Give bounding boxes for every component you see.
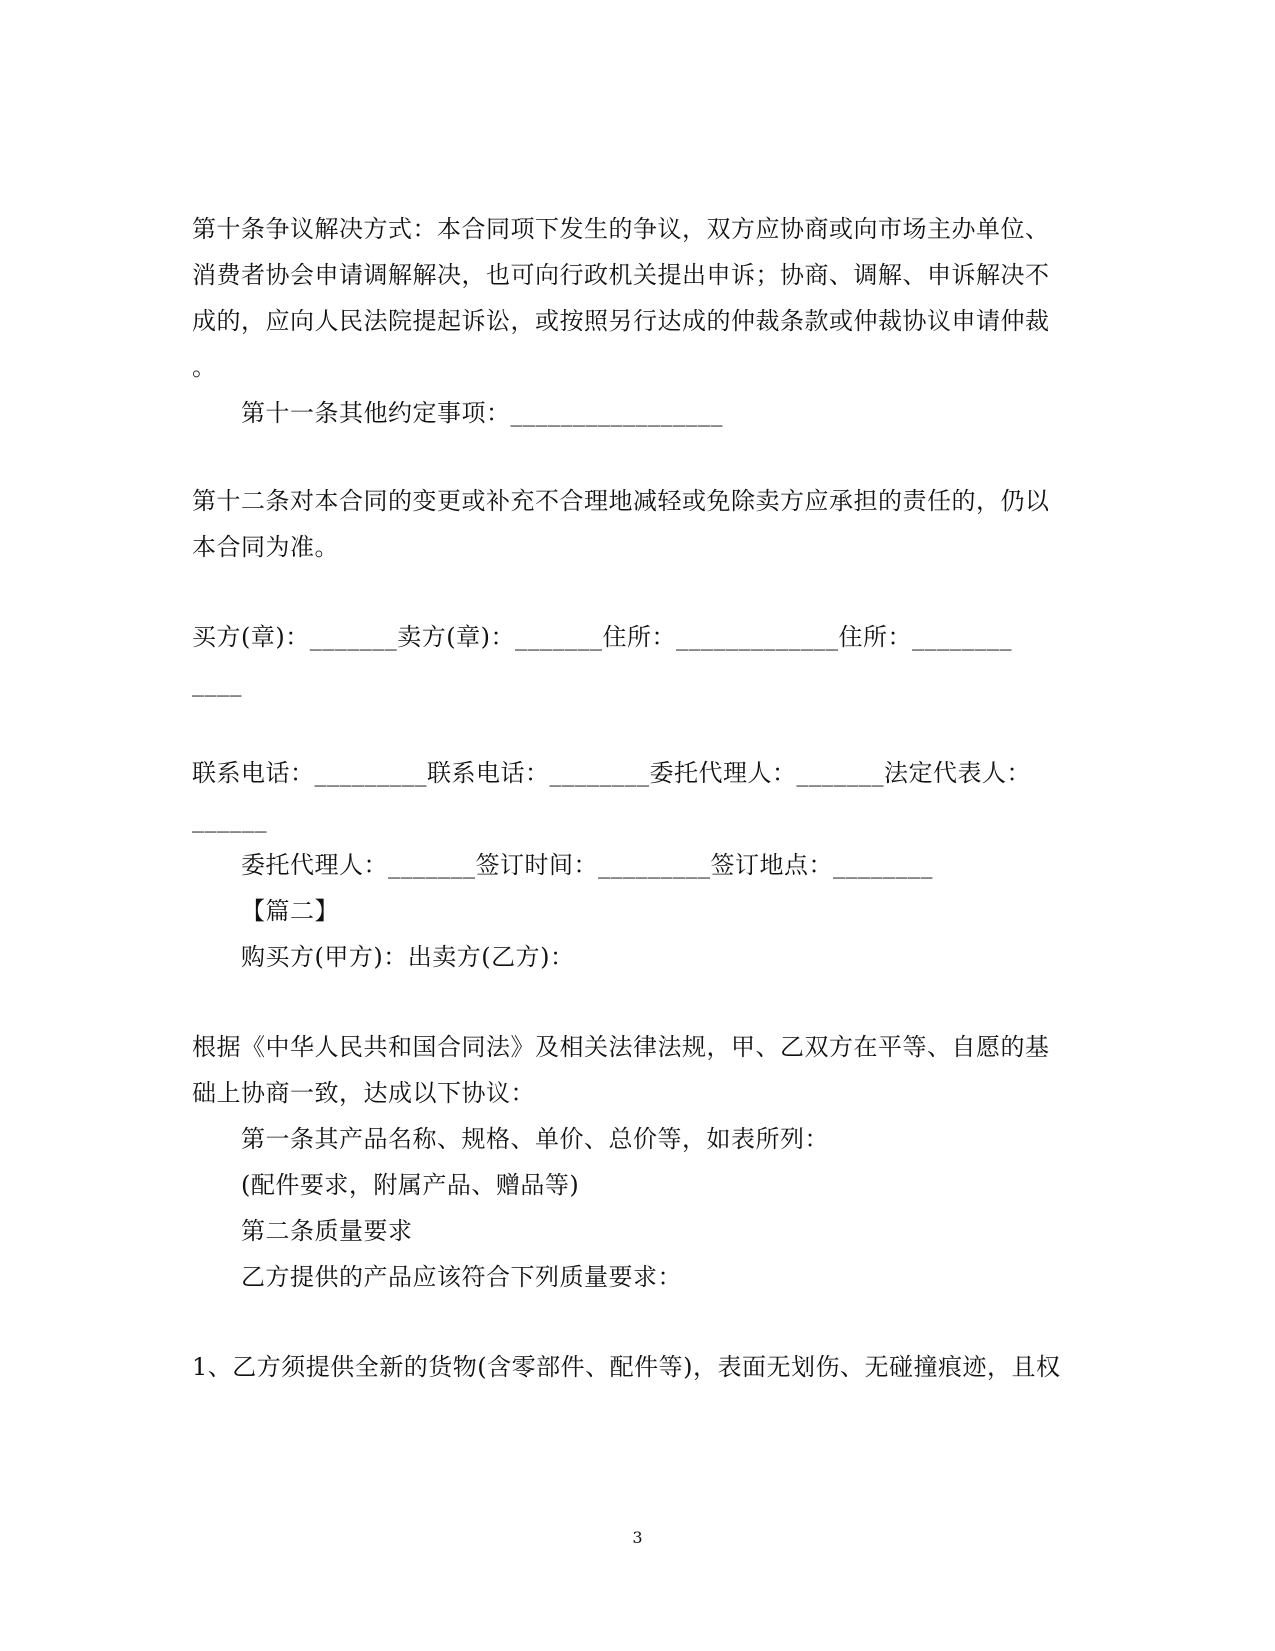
contact-line-2: ______ [192,805,267,833]
preamble-line-1: 根据《中华人民共和国合同法》及相关法律法规，甲、乙双方在平等、自愿的基 [192,1033,1050,1061]
article-11: 第十一条其他约定事项：_________________ [241,399,723,427]
signing-info: 委托代理人：_______签订时间：_________签订地点：________ [241,851,933,879]
signature-parties-line-2: ____ [192,669,242,697]
article-1: 第一条其产品名称、规格、单价、总价等，如表所列： [241,1125,829,1153]
parties-line: 购买方(甲方)：出卖方(乙方)： [241,943,575,971]
signature-parties-line-1: 买方(章)：_______卖方(章)：_______住所：_____________住所：________ [192,623,1012,651]
preamble-line-2: 础上协商一致，达成以下协议： [192,1079,535,1107]
article-10-line-1: 第十条争议解决方式：本合同项下发生的争议，双方应协商或向市场主办单位、 [192,215,1050,243]
article-12-line-1: 第十二条对本合同的变更或补充不合理地减轻或免除卖方应承担的责任的，仍以 [192,487,1050,515]
quality-item-1: 1、乙方须提供全新的货物(含零部件、配件等)，表面无划伤、无碰撞痕迹，且权 [192,1353,1061,1381]
page-number: 3 [632,1528,643,1547]
article-10-line-2: 消费者协会申请调解解决，也可向行政机关提出申诉；协商、调解、申诉解决不 [192,261,1050,289]
article-10-line-3: 成的，应向人民法院提起诉讼，或按照另行达成的仲裁条款或仲裁协议申请仲裁 [192,307,1050,335]
article-1-note: (配件要求，附属产品、赠品等) [241,1171,580,1199]
article-12-line-2: 本合同为准。 [192,533,339,561]
article-2-title: 第二条质量要求 [241,1217,413,1245]
section-heading-part-two: 【篇二】 [241,897,339,925]
article-10-line-4: 。 [192,353,217,381]
contact-line-1: 联系电话：_________联系电话：________委托代理人：_______法定代表人： [192,759,1031,787]
article-2-intro: 乙方提供的产品应该符合下列质量要求： [241,1263,682,1291]
